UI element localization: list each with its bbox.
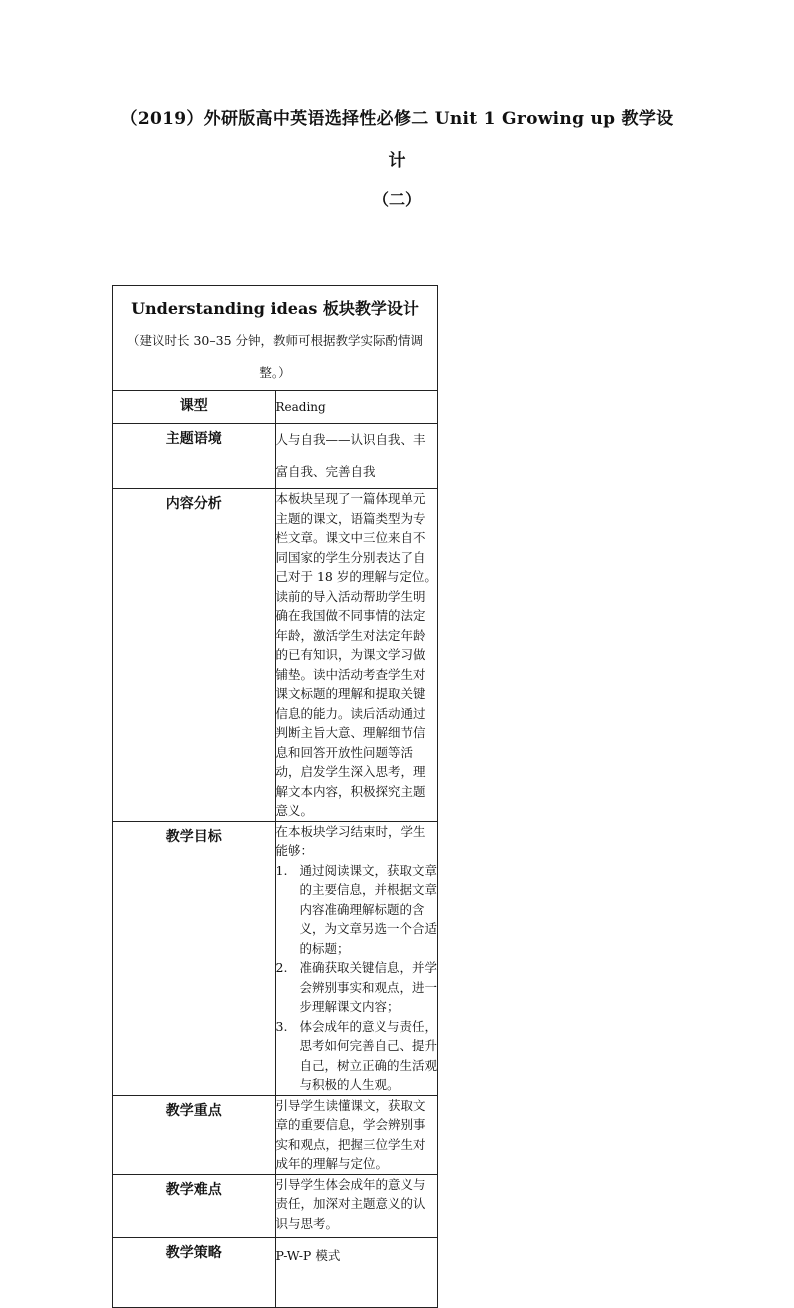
- goals-intro: 在本板块学习结束时，学生能够：: [275, 823, 426, 858]
- row-value-type: Reading: [275, 391, 438, 424]
- table-row: [113, 391, 438, 424]
- table-row: [113, 821, 438, 1095]
- row-value-content: 本板块呈现了一篇体现单元主题的课文，语篇类型为专栏文章。课文中三位来自不同国家的学生分别表达了自己对于 18 岁的理解与定位。读前的导入活动帮助学生明确在我国做不同事情的法定年龄，激活学生对法定年龄的已有知识，为课文学习做铺垫。读中活动考查学生对课文标题的理解和提取关键信息的能力。读后活动通过判断主旨大意、理解细节信息和回答开放性问题等活动，启发学生深入思考，理解文本内容，积极探究主题意义。: [275, 489, 438, 822]
- row-value-difficult-points: 引导学生体会成年的意义与责任，加深对主题意义的认识与思考。: [275, 1174, 438, 1237]
- table-row: [113, 489, 438, 822]
- row-value-goals: [275, 821, 438, 1095]
- list-item: 2. 准确获取关键信息，并学会辨别事实和观点，进一步理解课文内容；: [275, 960, 438, 1014]
- table-header-row: [113, 286, 438, 391]
- table-row: [113, 1237, 438, 1307]
- table-row: [113, 1174, 438, 1237]
- list-item: 3. 体会成年的意义与责任，思考如何完善自己、提升自己，树立正确的生活观与积极的人生观。: [275, 1018, 438, 1092]
- lesson-plan-table: [112, 285, 438, 1308]
- row-label-theme: 主题语境: [113, 424, 276, 489]
- table-row: [113, 424, 438, 489]
- row-value-theme: 人与自我——认识自我、丰富自我、完善自我: [275, 424, 438, 489]
- goals-list: [276, 861, 438, 1095]
- document-subtitle: （二）: [372, 190, 421, 209]
- row-label-goals: 教学目标: [113, 821, 276, 1095]
- row-label-difficult-points: 教学难点: [113, 1174, 276, 1237]
- table-row: [113, 1095, 438, 1174]
- row-value-strategy: P-W-P 模式: [275, 1237, 438, 1307]
- table-heading: Understanding ideas 板块教学设计: [131, 299, 419, 318]
- document-title-continued: 计: [388, 151, 406, 171]
- list-item: 1. 通过阅读课文，获取文章的主要信息，并根据文章内容准确理解标题的含义，为文章另选一个合适的标题；: [275, 862, 438, 956]
- row-label-content: 内容分析: [113, 489, 276, 822]
- row-value-key-points: 引导学生读懂课文，获取文章的重要信息，学会辨别事实和观点，把握三位学生对成年的理解与定位。: [275, 1095, 438, 1174]
- document-title: （2019）外研版高中英语选择性必修二 Unit 1 Growing up 教学设: [120, 109, 674, 129]
- duration-note: （建议时长 30–35 分钟，教师可根据教学实际酌情调整。）: [126, 333, 423, 380]
- table-header-cell: [113, 286, 438, 391]
- row-label-key-points: 教学重点: [113, 1095, 276, 1174]
- row-label-type: 课型: [113, 391, 276, 424]
- row-label-strategy: 教学策略: [113, 1237, 276, 1307]
